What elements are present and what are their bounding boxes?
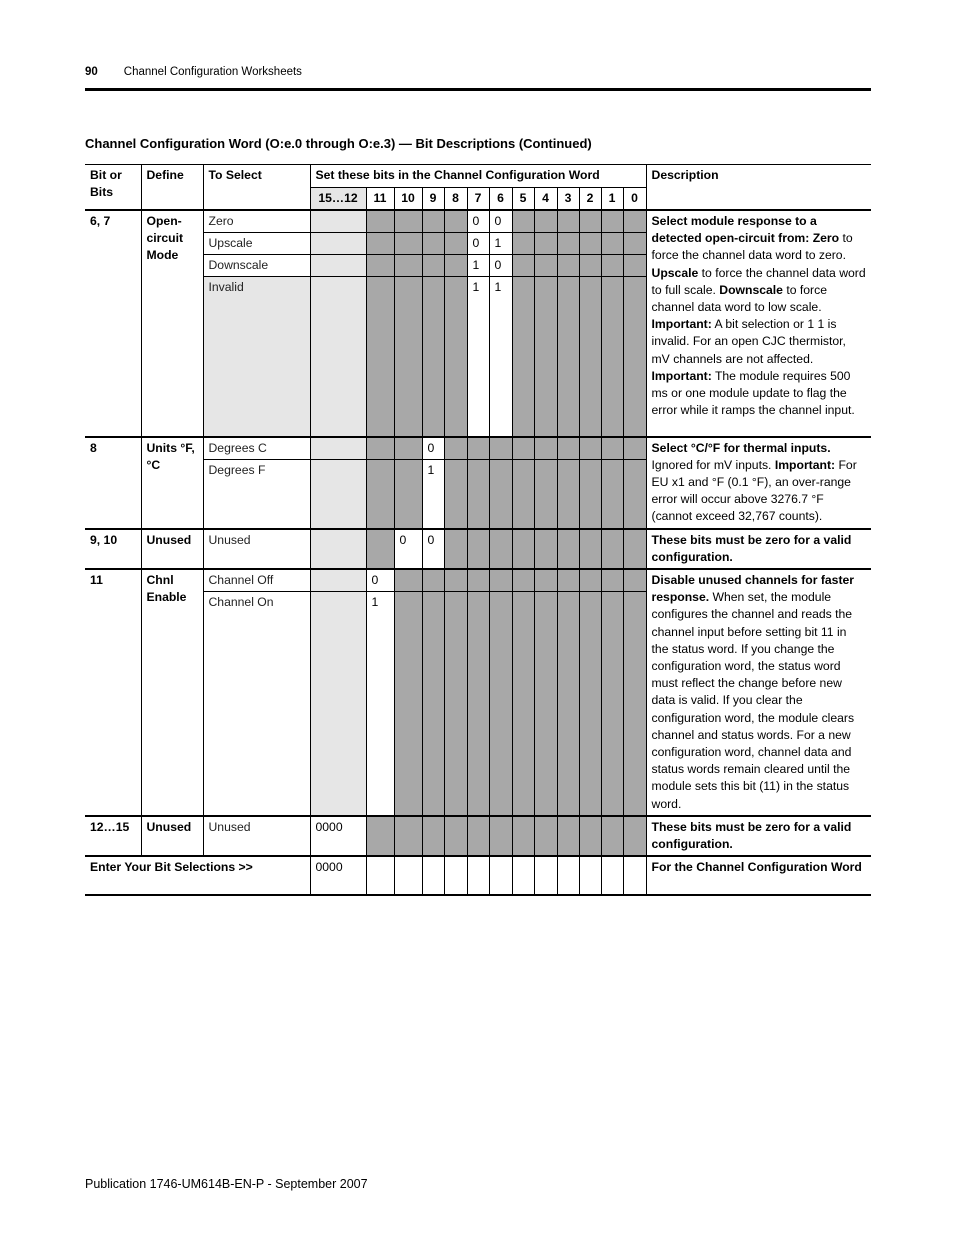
bit-7-value: 1 [467, 277, 489, 437]
bit-header-6: 6 [489, 188, 512, 211]
bits-label: 6, 7 [85, 210, 141, 437]
bit-header-5: 5 [512, 188, 534, 211]
bit-9-value: 0 [422, 529, 444, 569]
bit-selection-cell[interactable] [422, 856, 444, 895]
open-circuit-description: Select module response to a detected open-circuit from: Zero to force the channel data word to zero. Upscale to force the channel data word to full scale. Downscale to force channel data word to low scale. Important: A bit selection or 1 1 is invalid. For an open CJC thermistor, mV channels are not affected. Important: The module requires 500 ms or one module update to flag the error while it ramps the channel input. [646, 210, 871, 437]
bit-header-15-12: 15…12 [310, 188, 366, 211]
bit-7-value: 0 [467, 233, 489, 255]
table-row [85, 816, 871, 856]
bit-selection-cell[interactable] [394, 856, 422, 895]
bit-11-value: 0 [366, 569, 394, 592]
col-header-description: Description [646, 165, 871, 211]
table-row [85, 210, 871, 233]
option-unused: Unused [203, 529, 310, 569]
bit-header-9: 9 [422, 188, 444, 211]
chnl-enable-description: Disable unused channels for faster response. When set, the module configures the channel and reads the channel input before setting bit 11 in the status word. If you change the configuration word, the status word must reflect the change before new data is valid. If you clear the configuration word, the module clears channel and status words. For a new configuration word, channel data and status words remain cleared until the module sets this bit (11) in the status word. [646, 569, 871, 816]
option-unused: Unused [203, 816, 310, 856]
section-title: Channel Configuration Worksheets [123, 66, 302, 78]
bit-selection-label: Enter Your Bit Selections >> [85, 856, 310, 895]
bit-header-11: 11 [366, 188, 394, 211]
bit-selection-cell[interactable] [444, 856, 467, 895]
bit-selection-cell[interactable] [512, 856, 534, 895]
define-label: Chnl Enable [141, 569, 203, 816]
bit-6-value: 0 [489, 255, 512, 277]
bit-header-10: 10 [394, 188, 422, 211]
bit-header-7: 7 [467, 188, 489, 211]
bit-10-value: 0 [394, 529, 422, 569]
bit-header-4: 4 [534, 188, 557, 211]
unused-9-10-description: These bits must be zero for a valid configuration. [646, 529, 871, 569]
bit-selection-cell[interactable] [601, 856, 623, 895]
bit-header-0: 0 [623, 188, 646, 211]
bit-6-value: 1 [489, 277, 512, 437]
publication-footer: Publication 1746-UM614B-EN-P - September 2007 [85, 1177, 368, 1191]
option-degrees-f: Degrees F [203, 459, 310, 528]
option-channel-on: Channel On [203, 592, 310, 816]
bit-selection-cell[interactable] [579, 856, 601, 895]
table-row [85, 529, 871, 569]
bit-selection-row [85, 856, 871, 895]
bit-7-value: 1 [467, 255, 489, 277]
col-header-set-bits: Set these bits in the Channel Configuration Word [310, 165, 646, 188]
option-channel-off: Channel Off [203, 569, 310, 592]
option-downscale: Downscale [203, 255, 310, 277]
col-header-select: To Select [203, 165, 310, 211]
option-upscale: Upscale [203, 233, 310, 255]
bits-label: 9, 10 [85, 529, 141, 569]
bit-header-1: 1 [601, 188, 623, 211]
bit-selection-description: For the Channel Configuration Word [646, 856, 871, 895]
bit-8-value: 1 [422, 459, 444, 528]
option-invalid: Invalid [203, 277, 310, 437]
bit-6-value: 1 [489, 233, 512, 255]
bit-15-12-value: 0000 [310, 816, 366, 856]
unused-12-15-description: These bits must be zero for a valid configuration. [646, 816, 871, 856]
bit-7-value: 0 [467, 210, 489, 233]
table-row [85, 569, 871, 592]
bit-header-2: 2 [579, 188, 601, 211]
bits-label: 8 [85, 437, 141, 529]
bit-selection-cell[interactable] [534, 856, 557, 895]
bit-selection-cell[interactable] [623, 856, 646, 895]
bit-description-table [85, 164, 871, 896]
define-label: Units °F, °C [141, 437, 203, 529]
bit-11-value: 1 [366, 592, 394, 816]
bits-label: 11 [85, 569, 141, 816]
bit-selection-cell[interactable] [467, 856, 489, 895]
page-header [85, 66, 871, 78]
option-degrees-c: Degrees C [203, 437, 310, 460]
col-header-define: Define [141, 165, 203, 211]
bits-label: 12…15 [85, 816, 141, 856]
define-label: Unused [141, 816, 203, 856]
page-number: 90 [85, 66, 98, 78]
define-label: Open-circuit Mode [141, 210, 203, 437]
header-rule [85, 88, 871, 91]
bit-8-value: 0 [422, 437, 444, 460]
units-description: Select °C/°F for thermal inputs. Ignored for mV inputs. Important: For EU x1 and °F (0.1 °F), an over-range error will occur above 3276.7 °F (cannot exceed 32,767 counts). [646, 437, 871, 529]
col-header-bit: Bit or Bits [85, 165, 141, 211]
bit-header-8: 8 [444, 188, 467, 211]
bit-selection-cell[interactable] [557, 856, 579, 895]
bit-selection-cell[interactable] [489, 856, 512, 895]
bit-6-value: 0 [489, 210, 512, 233]
bit-header-3: 3 [557, 188, 579, 211]
table-row [85, 437, 871, 460]
option-zero: Zero [203, 210, 310, 233]
bit-selection-cell[interactable] [366, 856, 394, 895]
table-title: Channel Configuration Word (O:e.0 through O:e.3) — Bit Descriptions (Continued) [85, 136, 592, 151]
define-label: Unused [141, 529, 203, 569]
bit-selection-15-12: 0000 [310, 856, 366, 895]
